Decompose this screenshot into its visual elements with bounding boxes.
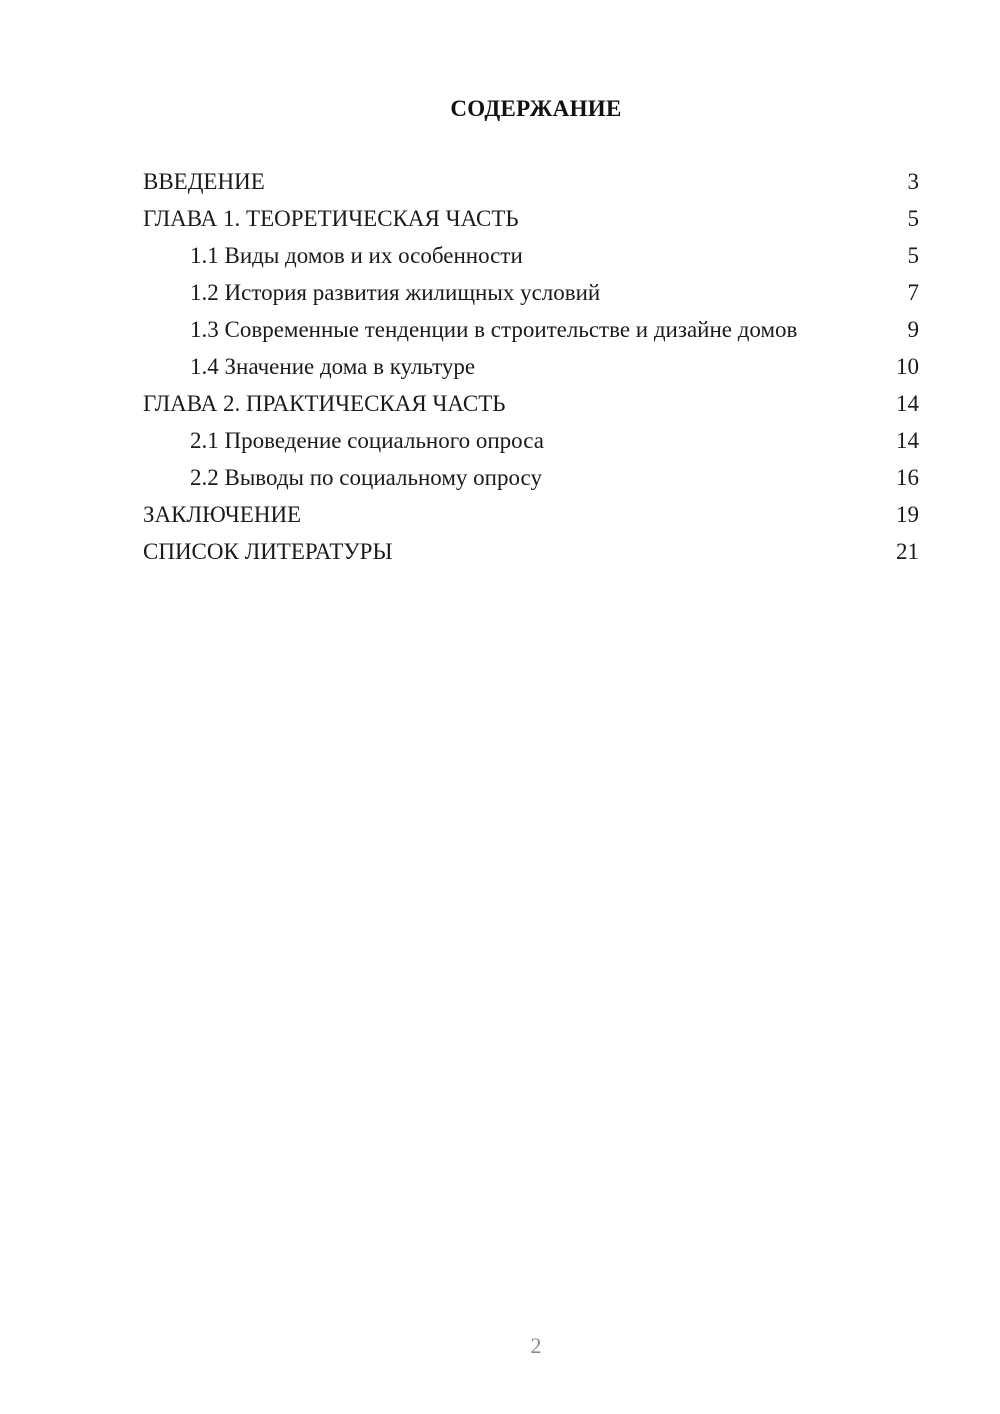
toc-entry-page: 7 (907, 280, 919, 305)
toc-entry-page: 16 (896, 465, 919, 490)
toc-entry-label: ГЛАВА 2. ПРАКТИЧЕСКАЯ ЧАСТЬ (143, 391, 506, 416)
toc-entry-page: 9 (907, 317, 919, 342)
toc-entry-chapter-1 (143, 205, 919, 232)
toc-entry-section-1-1 (143, 242, 919, 269)
toc-entry-page: 3 (907, 169, 919, 194)
toc-entry-page: 19 (896, 502, 919, 527)
toc-entry-page: 5 (907, 206, 919, 231)
toc-entry-section-2-1 (143, 427, 919, 454)
toc-entry-page: 14 (896, 428, 919, 453)
toc-entry-label: 1.3 Современные тенденции в строительстве и дизайне домов (190, 317, 798, 342)
toc-entry-section-1-4 (143, 353, 919, 380)
toc-entry-label: 1.2 История развития жилищных условий (190, 280, 601, 305)
toc-entry-label: 2.1 Проведение социального опроса (190, 428, 544, 453)
toc-entry-section-2-2 (143, 464, 919, 491)
toc-entry-section-1-2 (143, 279, 919, 306)
toc-entry-label: 2.2 Выводы по социальному опросу (190, 465, 542, 490)
toc-entry-chapter-2 (143, 390, 919, 417)
page-number: 2 (530, 1333, 542, 1358)
toc-entry-introduction (143, 168, 919, 195)
toc-entry-label: ВВЕДЕНИЕ (143, 169, 265, 194)
toc-entry-page: 14 (896, 391, 919, 416)
toc-entry-section-1-3 (143, 316, 919, 343)
toc-entry-label: ГЛАВА 1. ТЕОРЕТИЧЕСКАЯ ЧАСТЬ (143, 206, 519, 231)
toc-entry-page: 5 (907, 243, 919, 268)
toc-entry-page: 21 (896, 539, 919, 564)
toc-entry-label: 1.1 Виды домов и их особенности (190, 243, 523, 268)
toc-entry-label: 1.4 Значение дома в культуре (190, 354, 476, 379)
toc-entry-label: СПИСОК ЛИТЕРАТУРЫ (143, 539, 393, 564)
toc-entry-label: ЗАКЛЮЧЕНИЕ (143, 502, 302, 527)
table-of-contents (143, 168, 919, 575)
toc-entry-page: 10 (896, 354, 919, 379)
toc-entry-conclusion (143, 501, 919, 528)
toc-entry-references (143, 538, 919, 565)
toc-title: СОДЕРЖАНИЕ (450, 96, 622, 121)
